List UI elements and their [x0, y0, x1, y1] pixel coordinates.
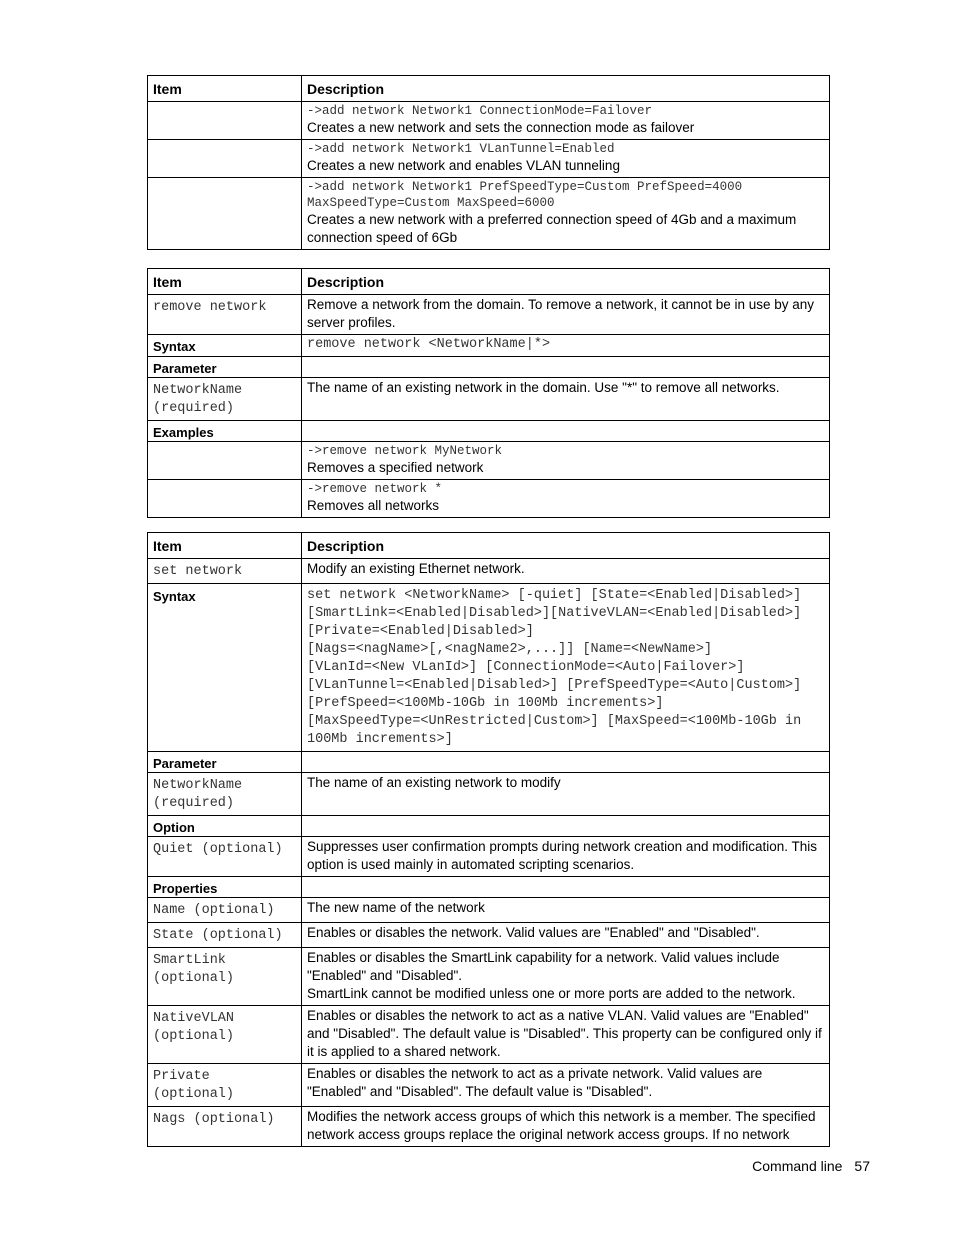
parameter-label: Parameter [148, 752, 302, 773]
table-row [148, 816, 830, 837]
table-row [148, 102, 830, 140]
table-row [148, 752, 830, 773]
table-row [148, 480, 830, 518]
table-row [148, 421, 830, 442]
property-name: State (optional) [148, 923, 302, 948]
table-row [148, 898, 830, 923]
property-description [302, 1064, 830, 1107]
table-row [148, 559, 830, 584]
table-row [148, 335, 830, 357]
property-name: Name (optional) [148, 898, 302, 923]
description-cell [302, 102, 830, 140]
property-name: NativeVLAN (optional) [148, 1006, 302, 1064]
empty-cell [302, 877, 830, 898]
table-row [148, 1006, 830, 1064]
description-cell [302, 178, 830, 250]
property-description-line: Enables or disables the SmartLink capability for a network. Valid values include "Enabled" and "Disabled". [307, 950, 780, 983]
page-footer [752, 1158, 870, 1174]
syntax-label: Syntax [148, 584, 302, 752]
table-row [148, 923, 830, 948]
table-row [148, 584, 830, 752]
table-row [148, 837, 830, 877]
example-command: ->add network Network1 VLanTunnel=Enabled [307, 142, 615, 156]
examples-label: Examples [148, 421, 302, 442]
syntax-code: remove network <NetworkName|*> [302, 335, 830, 357]
column-header-item: Item [148, 76, 302, 102]
properties-label: Properties [148, 877, 302, 898]
page-number: 57 [854, 1158, 870, 1174]
remove-network-table [147, 268, 830, 518]
column-header-item: Item [148, 269, 302, 295]
table-row [148, 140, 830, 178]
property-description [302, 1006, 830, 1064]
example-description: Creates a new network and sets the connection mode as failover [307, 120, 695, 135]
syntax-code: set network <NetworkName> [-quiet] [State=<Enabled|Disabled>] [SmartLink=<Enabled|Disabled>][NativeVLAN=<Enabled|Disabled>] [Private=<Enabled|Disabled>] [Nags=<nagName>[,<nagName2>,...]] [Name=<NewName>] [VLanId=<New VLanId>] [ConnectionMode=<Auto|Failover>] [VLanTunnel=<Enabled|Disabled>] [PrefSpeedType=<Auto|Custom>] [PrefSpeed=<100Mb-10Gb in 100Mb increments>] [MaxSpeedType=<UnRestricted|Custom>] [MaxSpeed=<100Mb-10Gb in 100Mb increments>] [302, 584, 830, 752]
parameter-description: The name of an existing network to modify [302, 773, 830, 816]
column-header-description: Description [302, 533, 830, 559]
example-command: ->add network Network1 PrefSpeedType=Custom PrefSpeed=4000 MaxSpeedType=Custom MaxSpeed=6000 [307, 180, 743, 210]
syntax-label: Syntax [148, 335, 302, 357]
property-description [302, 898, 830, 923]
property-description-line: Enables or disables the network to act as a native VLAN. Valid values are "Enabled" and "Disabled". The default value is "Disabled". This property can be configured only if it is applied to a shared network. [307, 1008, 822, 1059]
command-description: Modify an existing Ethernet network. [302, 559, 830, 584]
table-header-row [148, 76, 830, 102]
example-description: Removes a specified network [307, 460, 484, 475]
table-row [148, 877, 830, 898]
column-header-item: Item [148, 533, 302, 559]
option-name: Quiet (optional) [148, 837, 302, 877]
example-command: ->remove network * [307, 482, 443, 496]
property-name: SmartLink (optional) [148, 948, 302, 1006]
property-description [302, 923, 830, 948]
table-header-row [148, 269, 830, 295]
parameter-label: Parameter [148, 357, 302, 378]
description-cell [302, 442, 830, 480]
property-description-line: SmartLink cannot be modified unless one or more ports are added to the network. [307, 986, 796, 1001]
example-command: ->add network Network1 ConnectionMode=Failover [307, 104, 653, 118]
column-header-description: Description [302, 76, 830, 102]
item-cell [148, 178, 302, 250]
table-header-row [148, 533, 830, 559]
parameter-description: The name of an existing network in the domain. Use "*" to remove all networks. [302, 378, 830, 421]
table-row [148, 948, 830, 1006]
item-cell [148, 480, 302, 518]
table-row [148, 442, 830, 480]
examples-table-add-network [147, 75, 830, 250]
option-label: Option [148, 816, 302, 837]
example-command: ->remove network MyNetwork [307, 444, 503, 458]
description-cell [302, 480, 830, 518]
table-row [148, 178, 830, 250]
property-description-line: Enables or disables the network to act as a private network. Valid values are "Enabled" and "Disabled". The default value is "Disabled". [307, 1066, 763, 1099]
column-header-description: Description [302, 269, 830, 295]
item-cell [148, 442, 302, 480]
property-description-line: Enables or disables the network. Valid values are "Enabled" and "Disabled". [307, 925, 760, 940]
command-name: remove network [148, 295, 302, 335]
empty-cell [302, 357, 830, 378]
empty-cell [302, 421, 830, 442]
table-row [148, 1064, 830, 1107]
description-cell [302, 140, 830, 178]
parameter-name: NetworkName (required) [148, 378, 302, 421]
table-row [148, 1107, 830, 1147]
parameter-name: NetworkName (required) [148, 773, 302, 816]
property-description-line: Modifies the network access groups of which this network is a member. The specified network access groups replace the original network access groups. If no network [307, 1109, 816, 1142]
table-row [148, 295, 830, 335]
table-row [148, 378, 830, 421]
property-description [302, 948, 830, 1006]
empty-cell [302, 752, 830, 773]
property-description-line: The new name of the network [307, 900, 485, 915]
property-name: Private (optional) [148, 1064, 302, 1107]
example-description: Creates a new network and enables VLAN tunneling [307, 158, 620, 173]
command-name: set network [148, 559, 302, 584]
example-description: Removes all networks [307, 498, 440, 513]
option-description: Suppresses user confirmation prompts during network creation and modification. This option is used mainly in automated scripting scenarios. [302, 837, 830, 877]
footer-section-title: Command line [752, 1158, 843, 1174]
table-row [148, 357, 830, 378]
item-cell [148, 140, 302, 178]
item-cell [148, 102, 302, 140]
empty-cell [302, 816, 830, 837]
table-row [148, 773, 830, 816]
set-network-table [147, 532, 830, 1147]
command-description: Remove a network from the domain. To remove a network, it cannot be in use by any server profiles. [302, 295, 830, 335]
property-description [302, 1107, 830, 1147]
example-description: Creates a new network with a preferred connection speed of 4Gb and a maximum connection speed of 6Gb [307, 212, 797, 245]
property-name: Nags (optional) [148, 1107, 302, 1147]
